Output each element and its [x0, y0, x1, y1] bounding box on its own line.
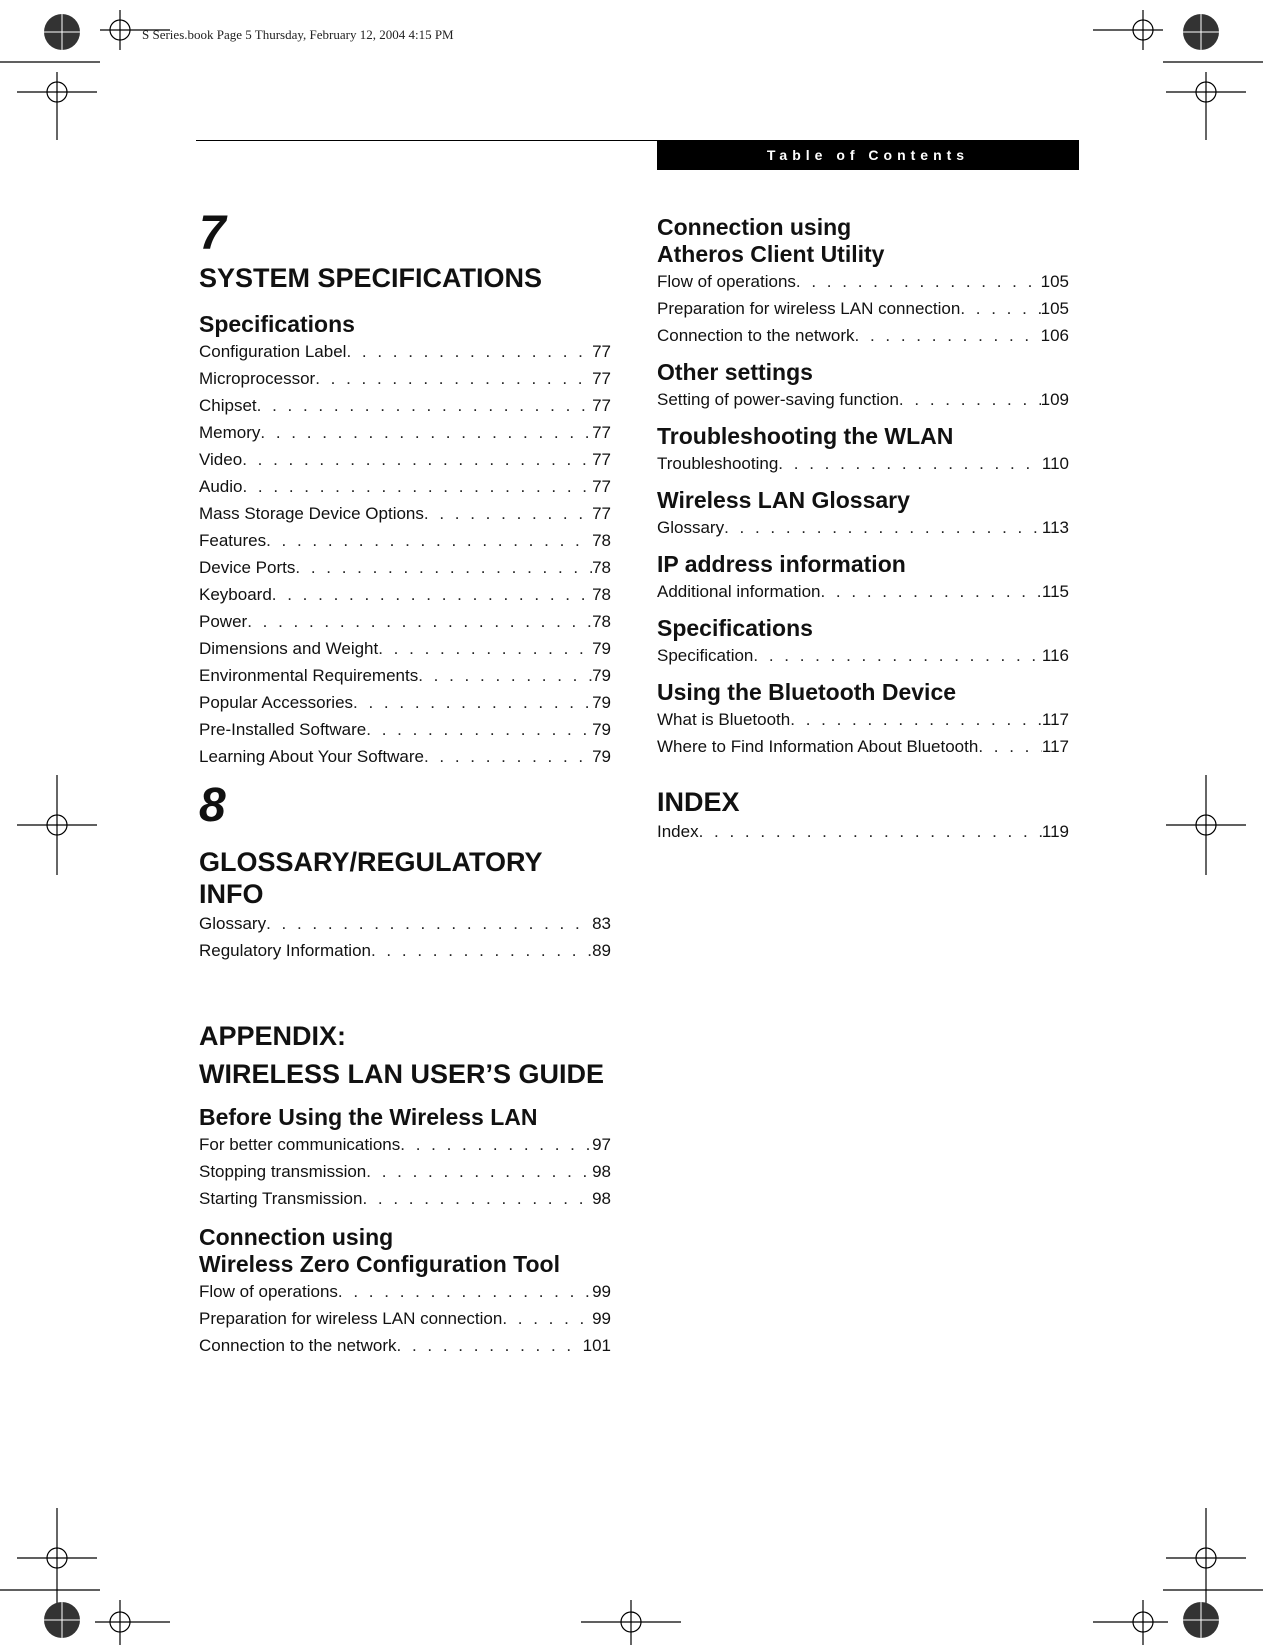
chapter-7-number: 7	[199, 207, 226, 260]
appendix-title-line1: APPENDIX:	[199, 1021, 347, 1051]
appendix-title-line2: WIRELESS LAN USER’S GUIDE	[199, 1059, 605, 1089]
toc-page-number: 83	[592, 914, 611, 933]
toc-page-number: 105	[1040, 299, 1069, 318]
toc-entry-title: Glossary	[199, 914, 267, 933]
atheros-entries	[657, 268, 1069, 349]
glossary-entries	[657, 514, 1069, 541]
toc-dot-leader	[790, 706, 1042, 733]
toc-dot-leader	[855, 322, 1041, 349]
toc-dot-leader	[960, 295, 1040, 322]
toc-dot-leader	[899, 386, 1041, 413]
toc-dot-leader	[366, 1158, 592, 1185]
chapter-7-title: SYSTEM SPECIFICATIONS	[199, 263, 543, 293]
ip-entries	[657, 578, 1069, 605]
toc-page-number: 77	[592, 450, 611, 469]
toc-entry-title: Connection to the network	[199, 1336, 397, 1355]
toc-entry-title: Regulatory Information	[199, 941, 371, 960]
toc-entry[interactable]	[199, 662, 611, 689]
toc-dot-leader	[371, 937, 592, 964]
toc-page-number: 77	[592, 423, 611, 442]
section-ip-address: IP address information	[657, 551, 906, 577]
toc-dot-leader	[796, 268, 1041, 295]
section-bluetooth: Using the Bluetooth Device	[657, 679, 957, 705]
toc-entry[interactable]	[199, 446, 611, 473]
index-entries	[657, 818, 1069, 845]
toc-entry-title: Device Ports	[199, 558, 296, 577]
section-glossary: Wireless LAN Glossary	[657, 487, 910, 513]
toc-entry-title: Where to Find Information About Bluetooth	[657, 737, 979, 756]
toc-entry[interactable]	[199, 1305, 611, 1332]
toc-page-number: 77	[592, 396, 611, 415]
other-entries	[657, 386, 1069, 413]
toc-entry[interactable]	[657, 322, 1069, 349]
section-atheros-line2: Atheros Client Utility	[657, 241, 885, 267]
toc-page-number: 105	[1040, 272, 1069, 291]
toc-entry[interactable]	[657, 578, 1069, 605]
toc-page-number: 113	[1041, 518, 1069, 537]
toc-entry-title: Memory	[199, 423, 261, 442]
toc-page-number: 97	[592, 1135, 611, 1154]
toc-entry-title: Glossary	[657, 518, 725, 537]
toc-page-number: 98	[592, 1189, 611, 1208]
toc-page-number: 79	[592, 720, 611, 739]
toc-entry-title: For better communications	[199, 1135, 401, 1154]
specifications-entries	[657, 642, 1069, 669]
toc-dot-leader	[502, 1305, 592, 1332]
toc-page-number: 117	[1041, 710, 1069, 729]
toc-dot-leader	[424, 500, 592, 527]
toc-entry-title: Video	[199, 450, 243, 469]
toc-entry[interactable]	[199, 1131, 611, 1158]
toc-page-number: 78	[592, 531, 611, 550]
toc-entry-title: Dimensions and Weight	[199, 639, 379, 658]
toc-entry-title: Chipset	[199, 396, 257, 415]
toc-entry-title: Learning About Your Software	[199, 747, 424, 766]
toc-entry[interactable]	[199, 743, 611, 770]
toc-page-number: 78	[592, 558, 611, 577]
toc-entry-title: Stopping transmission	[199, 1162, 367, 1181]
toc-entry[interactable]	[199, 1158, 611, 1185]
toc-dot-leader	[266, 527, 592, 554]
toc-dot-leader	[242, 473, 592, 500]
toc-page-number: 78	[592, 585, 611, 604]
toc-entry[interactable]	[199, 1185, 611, 1212]
toc-page-number: 77	[592, 369, 611, 388]
toc-entry[interactable]	[199, 1332, 611, 1359]
toc-dot-leader	[397, 1332, 583, 1359]
toc-page-number: 77	[592, 477, 611, 496]
toc-page-number: 117	[1041, 737, 1069, 756]
toc-entry-title: Preparation for wireless LAN connection	[199, 1309, 503, 1328]
toc-entry-title: Audio	[199, 477, 243, 496]
toc-page-number: 78	[592, 612, 611, 631]
chapter-8-entries	[199, 910, 611, 964]
toc-entry-title: Setting of power-saving function	[657, 390, 899, 409]
toc-entry-title: Index	[657, 822, 699, 841]
toc-entry-title: Environmental Requirements	[199, 666, 419, 685]
toc-dot-leader	[272, 581, 592, 608]
toc-entry-title: Flow of operations	[199, 1282, 338, 1301]
toc-entry[interactable]	[199, 392, 611, 419]
trouble-entries	[657, 450, 1069, 477]
header-rule	[196, 140, 657, 141]
toc-entry-title: Microprocessor	[199, 369, 316, 388]
toc-page-number: 106	[1040, 326, 1069, 345]
toc-page-number: 116	[1041, 646, 1069, 665]
toc-dot-leader	[699, 818, 1042, 845]
toc-entry[interactable]	[199, 419, 611, 446]
bluetooth-entries	[657, 706, 1069, 760]
toc-entry[interactable]	[199, 527, 611, 554]
toc-entry[interactable]	[199, 689, 611, 716]
toc-page-number: 119	[1041, 822, 1069, 841]
toc-page-number: 79	[592, 747, 611, 766]
toc-dot-leader	[260, 419, 592, 446]
toc-entry-title: Configuration Label	[199, 342, 347, 361]
toc-dot-leader	[346, 338, 592, 365]
toc-page-number: 115	[1041, 582, 1069, 601]
toc-dot-leader	[353, 689, 592, 716]
toc-entry[interactable]	[657, 268, 1069, 295]
toc-dot-leader	[295, 554, 592, 581]
toc-page-number: 79	[592, 666, 611, 685]
toc-entry-title: Pre-Installed Software	[199, 720, 367, 739]
toc-entry[interactable]	[657, 642, 1069, 669]
toc-entry-title: Connection to the network	[657, 326, 855, 345]
section-atheros-line1: Connection using	[657, 214, 852, 240]
chapter-8-number: 8	[199, 779, 226, 832]
toc-entry[interactable]	[199, 716, 611, 743]
toc-entry[interactable]	[199, 910, 611, 937]
toc-entry-title: What is Bluetooth	[657, 710, 791, 729]
section-wzc-line1: Connection using	[199, 1224, 394, 1250]
index-title: INDEX	[657, 787, 740, 817]
toc-entry[interactable]	[199, 365, 611, 392]
toc-page-number: 110	[1041, 454, 1069, 473]
section-other-settings: Other settings	[657, 359, 813, 385]
toc-entry-title: Flow of operations	[657, 272, 796, 291]
toc-entry[interactable]	[657, 706, 1069, 733]
toc-dot-leader	[242, 446, 592, 473]
toc-dot-leader	[257, 392, 592, 419]
toc-entry[interactable]	[657, 514, 1069, 541]
toc-entry-title: Popular Accessories	[199, 693, 354, 712]
toc-dot-leader	[978, 733, 1042, 760]
toc-dot-leader	[424, 743, 592, 770]
toc-dot-leader	[362, 1185, 592, 1212]
toc-entry[interactable]	[199, 1278, 611, 1305]
toc-entry[interactable]	[657, 295, 1069, 322]
section-before-using: Before Using the Wireless LAN	[199, 1104, 538, 1130]
toc-dot-leader	[400, 1131, 592, 1158]
toc-entry[interactable]	[199, 338, 611, 365]
toc-page-number: 79	[592, 693, 611, 712]
toc-dot-leader	[378, 635, 592, 662]
toc-entry[interactable]	[657, 733, 1069, 760]
toc-entry[interactable]	[199, 500, 611, 527]
toc-entry-title: Specification	[657, 646, 754, 665]
toc-entry[interactable]	[199, 581, 611, 608]
section-wzc-line2: Wireless Zero Configuration Tool	[199, 1251, 560, 1277]
toc-entry[interactable]	[657, 386, 1069, 413]
toc-dot-leader	[266, 910, 592, 937]
book-slug: S Series.book Page 5 Thursday, February 12, 2004 4:15 PM	[142, 27, 454, 42]
section-specifications-right: Specifications	[657, 615, 813, 641]
chapter-8-title: GLOSSARY/REGULATORY INFO	[199, 847, 543, 909]
toc-page-number: 101	[582, 1336, 611, 1355]
toc-page-number: 98	[592, 1162, 611, 1181]
toc-dot-leader	[820, 578, 1041, 605]
toc-entry-title: Preparation for wireless LAN connection	[657, 299, 961, 318]
toc-dot-leader	[753, 642, 1042, 669]
toc-entry-title: Features	[199, 531, 267, 550]
toc-page-number: 89	[592, 941, 611, 960]
toc-dot-leader	[778, 450, 1042, 477]
spec-entries	[199, 338, 611, 770]
toc-entry[interactable]	[199, 937, 611, 964]
toc-page-number: 77	[592, 504, 611, 523]
toc-dot-leader	[366, 716, 592, 743]
toc-page-number: 79	[592, 639, 611, 658]
left-column	[199, 208, 611, 1359]
toc-entry-title: Power	[199, 612, 248, 631]
toc-entry-title: Troubleshooting	[657, 454, 779, 473]
toc-dot-leader	[247, 608, 592, 635]
toc-entry[interactable]	[199, 635, 611, 662]
before-entries	[199, 1131, 611, 1212]
toc-entry-title: Starting Transmission	[199, 1189, 363, 1208]
toc-entry[interactable]	[199, 554, 611, 581]
section-troubleshooting: Troubleshooting the WLAN	[657, 423, 954, 449]
toc-dot-leader	[315, 365, 592, 392]
wzc-entries	[199, 1278, 611, 1359]
toc-page-number: 99	[592, 1309, 611, 1328]
toc-entry[interactable]	[199, 608, 611, 635]
right-column	[657, 208, 1069, 845]
toc-page-number: 77	[592, 342, 611, 361]
toc-entry[interactable]	[199, 473, 611, 500]
toc-page-number: 109	[1040, 390, 1069, 409]
toc-page-number: 99	[592, 1282, 611, 1301]
toc-dot-leader	[338, 1278, 592, 1305]
toc-entry-title: Keyboard	[199, 585, 272, 604]
toc-entry[interactable]	[657, 450, 1069, 477]
running-header: Table of Contents	[657, 140, 1079, 170]
toc-entry-title: Mass Storage Device Options	[199, 504, 424, 523]
toc-entry[interactable]	[657, 818, 1069, 845]
toc-entry-title: Additional information	[657, 582, 821, 601]
toc-dot-leader	[724, 514, 1042, 541]
toc-dot-leader	[418, 662, 592, 689]
section-specifications: Specifications	[199, 311, 355, 337]
